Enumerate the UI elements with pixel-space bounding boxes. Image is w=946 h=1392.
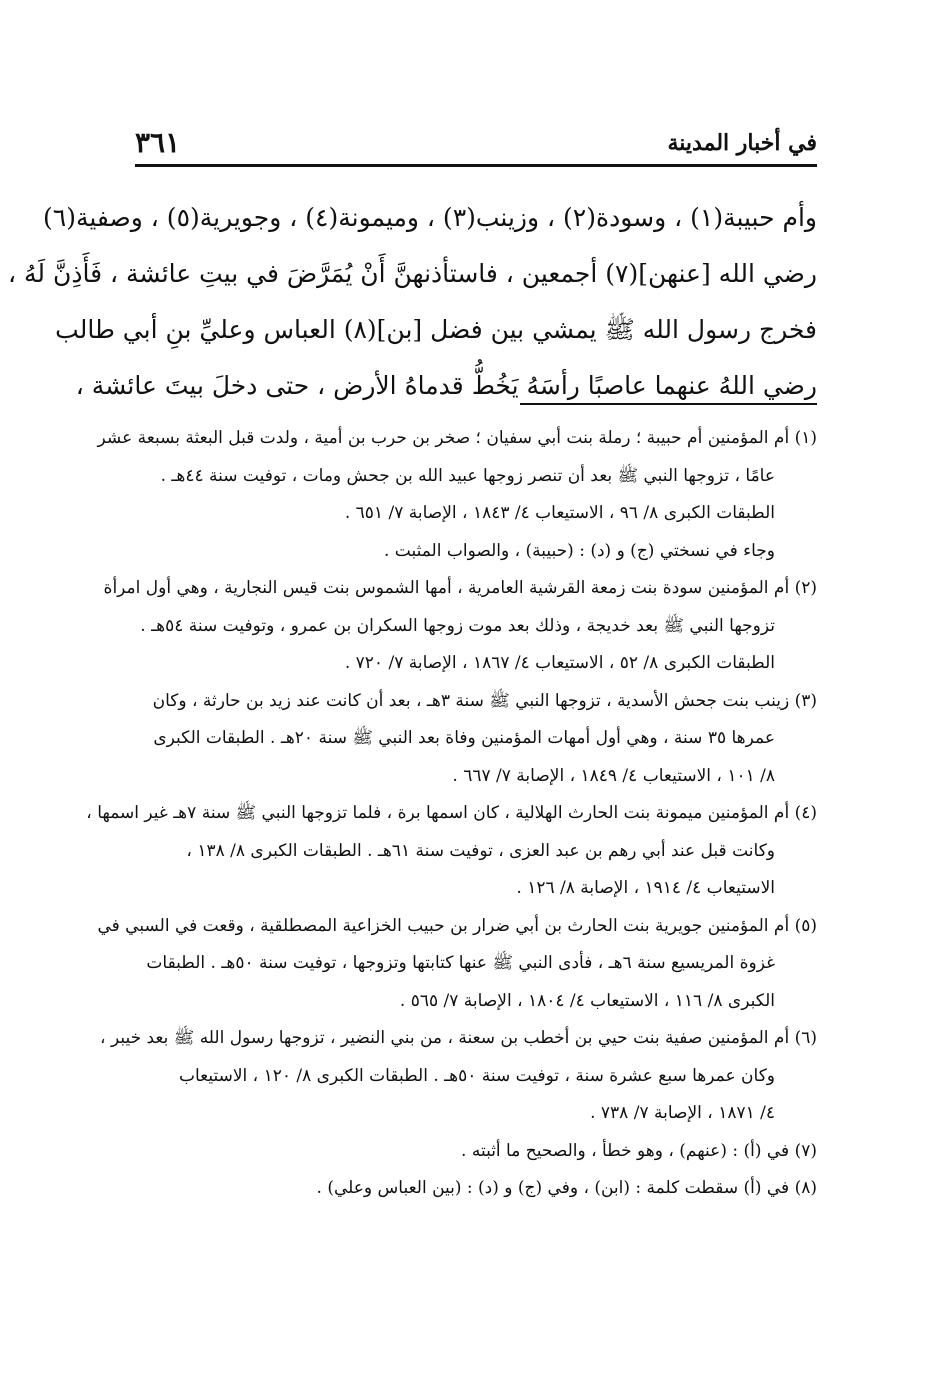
running-title: في أخبار المدينة	[667, 130, 817, 156]
footnote-line: (٨) في (أ) سقطت كلمة : (ابن) ، وفي (ج) و (د) : (بين العباس وعلي) .	[316, 1178, 817, 1198]
main-text-line: وأم حبيبة(١) ، وسودة(٢) ، وزينب(٣) ، وميمونة(٤) ، وجويرية(٥) ، وصفية(٦)	[42, 203, 817, 232]
page-number: ٣٦١	[135, 126, 181, 159]
footnote-line: الطبقات الكبرى ٨/ ٥٢ ، الاستيعاب ٤/ ١٨٦٧ ، الإصابة ٧/ ٧٢٠ .	[344, 653, 775, 673]
footnote-line: غزوة المريسيع سنة ٦هـ ، فأدى النبي ﷺ عنها كتابتها وتزوجها ، توفيت سنة ٥٠هـ . الطبقات	[146, 953, 775, 973]
footnote-2	[103, 570, 817, 683]
main-text-line: رضي الله [عنهن](٧) أجمعين ، فاستأذنهنَّ أَنْ يُمَرَّضَ في بيتِ عائشة ، فَأَذِنَّ لَهُ ،	[8, 259, 817, 288]
footnote-1	[97, 420, 817, 570]
footnote-8	[135, 1170, 817, 1208]
footnote-3	[135, 683, 817, 796]
footnote-line: الكبرى ٨/ ١١٦ ، الاستيعاب ٤/ ١٨٠٤ ، الإصابة ٧/ ٥٦٥ .	[399, 990, 775, 1011]
footnote-line: (٤) أم المؤمنين ميمونة بنت الحارث الهلالية ، كان اسمها برة ، فلما تزوجها النبي ﷺ سنة ٧هـ غير اسمها ،	[86, 803, 817, 823]
footnote-line: عامًا ، تزوجها النبي ﷺ بعد أن تنصر زوجها عبيد الله بن جحش ومات ، توفيت سنة ٤٤هـ .	[160, 465, 775, 486]
footnote-line: (٢) أم المؤمنين سودة بنت زمعة القرشية العامرية ، أمها الشموس بنت قيس النجارية ، وهي أول امرأة	[103, 578, 817, 598]
footnote-line: (٦) أم المؤمنين صفية بنت حيي بن أخطب بن سعنة ، من بني النضير ، تزوجها رسول الله ﷺ بعد خيبر ،	[100, 1028, 817, 1048]
footnote-line: وجاء في نسختي (ج) و (د) : (حبيبة) ، والصواب المثبت .	[383, 540, 775, 561]
footnote-line: الاستيعاب ٤/ ١٩١٤ ، الإصابة ٨/ ١٢٦ .	[516, 878, 775, 898]
footnote-line: ٤/ ١٨٧١ ، الإصابة ٧/ ٧٣٨ .	[590, 1103, 775, 1123]
main-text-line: فخرج رسول الله ﷺ يمشي بين فضل [بن](٨) العباس وعليِّ بنِ أبي طالب	[55, 315, 817, 344]
footnote-line: (١) أم المؤمنين أم حبيبة ؛ رملة بنت أبي سفيان ؛ صخر بن حرب بن أمية ، ولدت قبل البعثة بسبعة عشر	[97, 428, 817, 448]
footnote-6	[100, 1020, 817, 1133]
footnotes	[86, 420, 817, 1208]
footnote-line: عمرها ٣٥ سنة ، وهي أول أمهات المؤمنين وفاة بعد النبي ﷺ سنة ٢٠هـ . الطبقات الكبرى	[153, 728, 775, 748]
footnote-line: (٥) أم المؤمنين جويرية بنت الحارث بن أبي ضرار بن حبيب الخزاعية المصطلقية ، وقعت في السبي في	[97, 915, 817, 936]
footnote-line: وكانت قبل عند أبي رهم بن عبد العزى ، توفيت سنة ٦١هـ . الطبقات الكبرى ٨/ ١٣٨ ،	[186, 840, 775, 861]
footnote-7	[135, 1133, 817, 1171]
footnote-line: وكان عمرها سبع عشرة سنة ، توفيت سنة ٥٠هـ . الطبقات الكبرى ٨/ ١٢٠ ، الاستيعاب	[178, 1065, 775, 1086]
footnote-line: تزوجها النبي ﷺ بعد خديجة ، وذلك بعد موت زوجها السكران بن عمرو ، وتوفيت سنة ٥٤هـ .	[140, 615, 775, 636]
footnote-line: الطبقات الكبرى ٨/ ٩٦ ، الاستيعاب ٤/ ١٨٤٣ ، الإصابة ٧/ ٦٥١ .	[344, 503, 775, 523]
header-divider	[135, 164, 817, 167]
footnote-4	[86, 795, 817, 908]
footnote-line: ٨/ ١٠١ ، الاستيعاب ٤/ ١٨٤٩ ، الإصابة ٧/ ٦٦٧ .	[452, 765, 775, 786]
footnote-line: (٣) زينب بنت جحش الأسدية ، تزوجها النبي ﷺ سنة ٣هـ ، بعد أن كانت عند زيد بن حارثة ، وكان	[152, 690, 817, 711]
footnote-5	[97, 908, 817, 1021]
footnote-line: (٧) في (أ) : (عنهم) ، وهو خطأ ، والصحيح ما أثبته .	[461, 1140, 817, 1161]
main-text	[8, 190, 817, 414]
main-text-line: رضي اللهُ عنهما عاصبًا رأسَهُ يَخُطُّ قدماهُ الأرض ، حتى دخلَ بيتَ عائشة ،	[75, 371, 817, 400]
footnote-divider	[520, 403, 817, 405]
page-header	[135, 126, 817, 162]
